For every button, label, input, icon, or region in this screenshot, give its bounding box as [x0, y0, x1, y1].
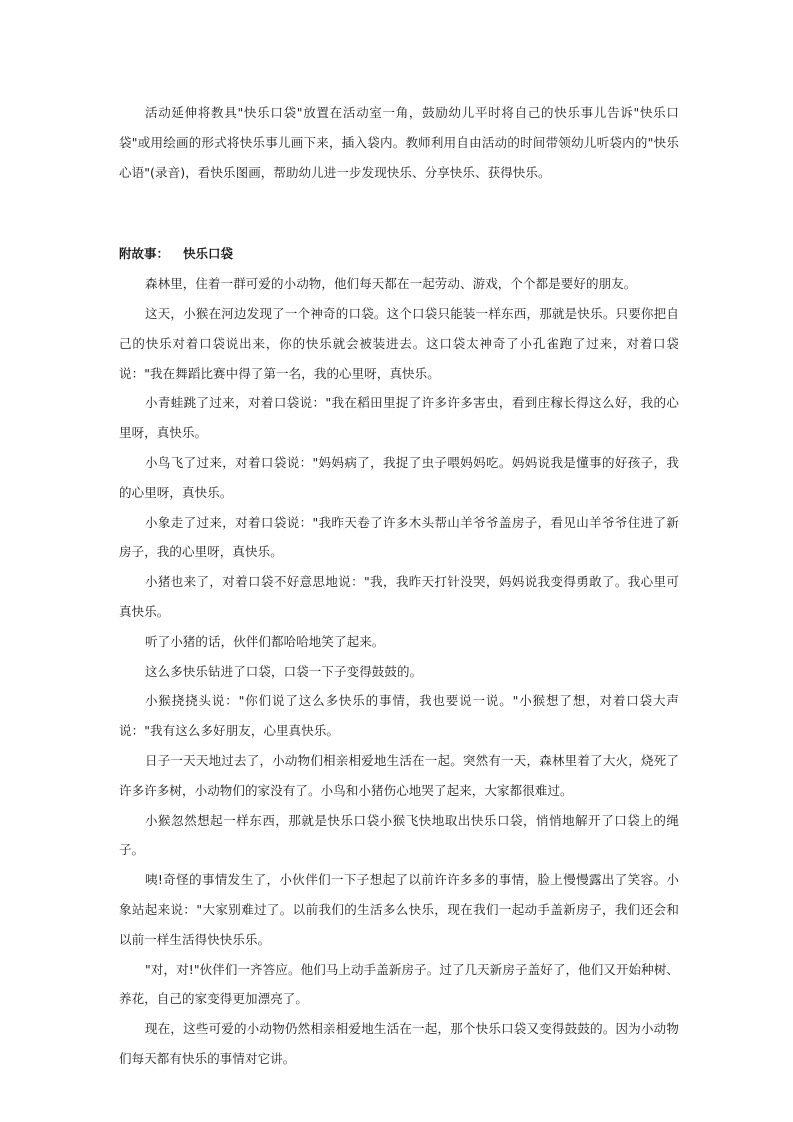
- story-paragraph: 小猪也来了，对着口袋不好意思地说："我，我昨天打针没哭，妈妈说我变得勇敢了。我心里可真快乐。: [119, 574, 679, 619]
- section-spacer: [119, 187, 679, 239]
- story-paragraph: 小象走了过来，对着口袋说："我昨天卷了许多木头帮山羊爷爷盖房子，看见山羊爷爷住进了新房子，我的心里呀，真快乐。: [119, 514, 679, 560]
- story-label: 附故事：: [119, 246, 170, 262]
- story-paragraph: 日子一天天地过去了，小动物们相亲相爱地生活在一起。突然有一天，森林里着了大火，烧死了许多许多树，小动物们的家没有了。小鸟和小猪伤心地哭了起来，大家都很难过。: [119, 752, 679, 798]
- story-paragraph: 森林里，住着一群可爱的小动物，他们每天都在一起劳动、游戏，个个都是要好的朋友。: [145, 276, 637, 292]
- story-paragraph: 小青蛙跳了过来，对着口袋说："我在稻田里捉了许多许多害虫，看到庄稼长得这么好，我的心里呀，真快乐。: [119, 395, 679, 441]
- story-paragraph: 这么多快乐钻进了口袋，口袋一下子变得鼓鼓的。: [145, 663, 423, 679]
- story-paragraph: 咦!奇怪的事情发生了，小伙伴们一下子想起了以前许许多多的事情，脸上慢慢露出了笑容。小象站起来说："大家别难过了。以前我们的生活多么快乐，现在我们一起动手盖新房子，我们还会和以前一样生活得快快乐乐。: [119, 872, 679, 947]
- story-paragraph: 小鸟飞了过来，对着口袋说："妈妈病了，我捉了虫子喂妈妈吃。妈妈说我是懂事的好孩子，我的心里呀，真快乐。: [119, 454, 679, 500]
- document-body: [119, 98, 679, 1074]
- story-title: 快乐口袋: [183, 246, 234, 262]
- story-paragraph: 小猴忽然想起一样东西，那就是快乐口袋小猴飞快地取出快乐口袋，悄悄地解开了口袋上的绳子。: [119, 812, 679, 858]
- story-heading: [119, 239, 679, 269]
- story-paragraph: 小猴挠挠头说："你们说了这么多快乐的事情，我也要说一说。"小猴想了想，对着口袋大声说："我有这么多好朋友，心里真快乐。: [119, 693, 679, 739]
- story-paragraph: 现在，这些可爱的小动物仍然相亲相爱地生活在一起，那个快乐口袋又变得鼓鼓的。因为小动物们每天都有快乐的事情对它讲。: [119, 1021, 679, 1066]
- story-paragraph: 这天，小猴在河边发现了一个神奇的口袋。这个口袋只能装一样东西，那就是快乐。只要你把自己的快乐对着口袋说出来，你的快乐就会被装进去。这口袋太神奇了小孔雀跑了过来，对着口袋说："我在舞蹈比赛中得了第一名，我的心里呀，真快乐。: [119, 305, 679, 381]
- story-paragraph: "对，对!"伙伴们一齐答应。他们马上动手盖新房子。过了几天新房子盖好了，他们又开始种树、养花，自己的家变得更加漂亮了。: [119, 961, 679, 1007]
- story-paragraph: 听了小猪的话，伙伴们都哈哈地笑了起来。: [145, 633, 385, 649]
- intro-paragraph: 活动延伸将教具"快乐口袋"放置在活动室一角，鼓励幼儿平时将自己的快乐事儿告诉"快乐口袋"或用绘画的形式将快乐事儿画下来，插入袋内。教师利用自由活动的时间带领幼儿听袋内的"快乐心语"(录音)，看快乐图画，帮助幼儿进一步发现快乐、分享快乐、获得快乐。: [119, 105, 679, 180]
